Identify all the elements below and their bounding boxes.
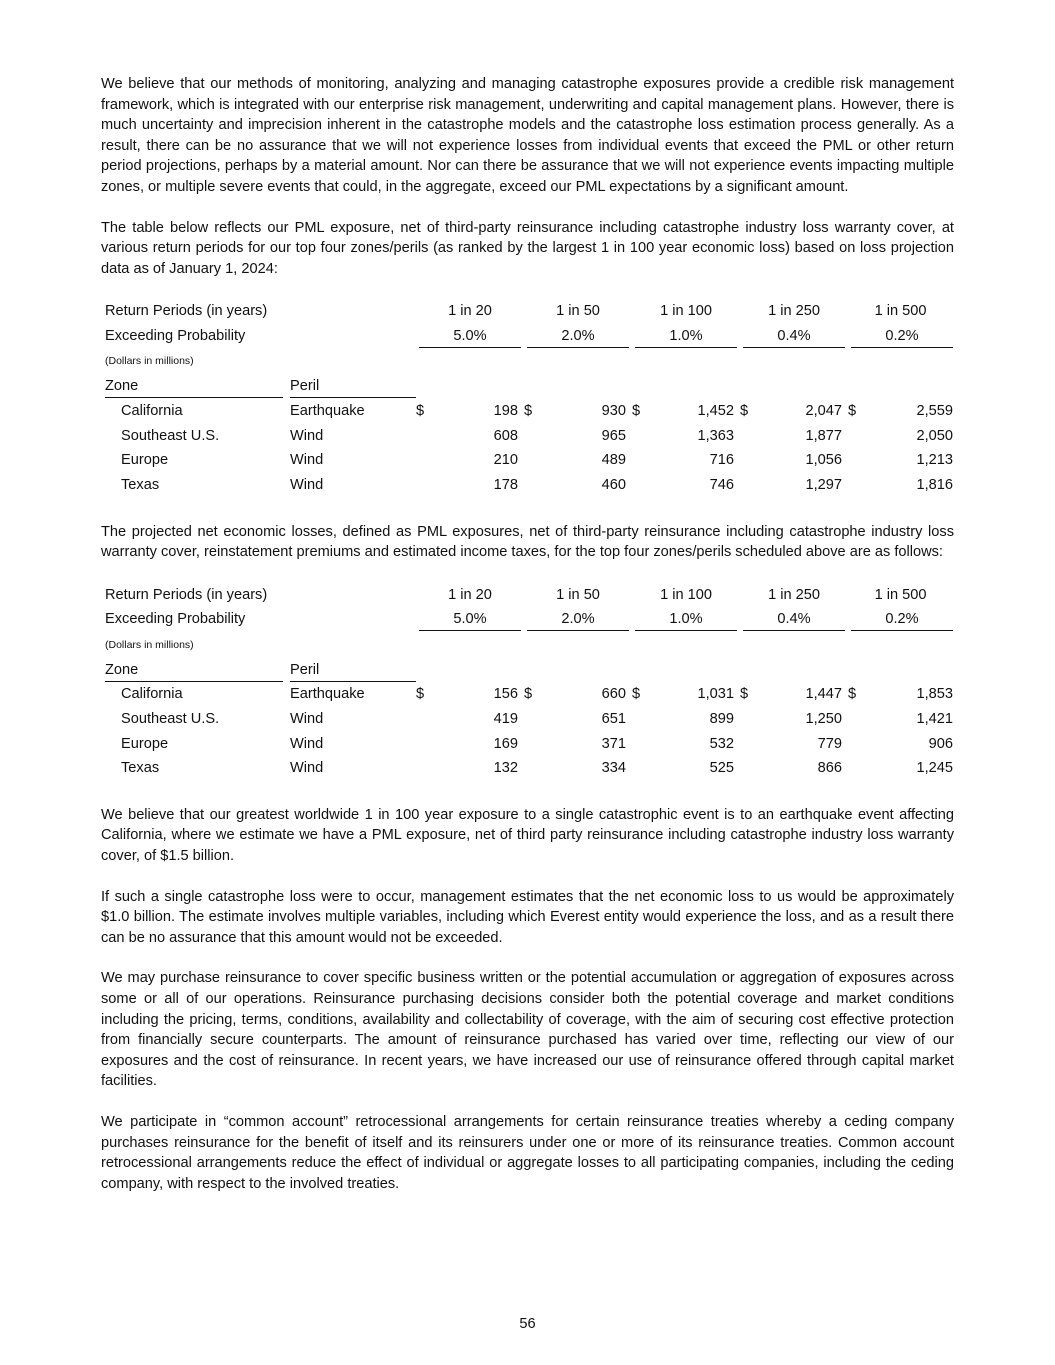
probability-header (632, 324, 740, 349)
table-row (103, 424, 953, 449)
peril-header-text: Peril (290, 659, 416, 682)
value-cell: 2,050 (916, 427, 954, 444)
net-economic-loss-table (103, 583, 953, 781)
dollar-spacer (416, 448, 438, 473)
table-row (103, 732, 953, 757)
value-cell: 2,047 (805, 403, 843, 420)
document-page (101, 74, 954, 1214)
probability-header-text: 0.2% (851, 608, 953, 631)
dollar-sign: $ (740, 686, 749, 703)
dollar-spacer (848, 448, 870, 473)
header-row-probability (103, 324, 953, 349)
value-cell: 460 (601, 476, 627, 493)
header-spacer (416, 375, 953, 400)
probability-header (848, 607, 953, 632)
units-label: (Dollars in millions) (105, 638, 194, 651)
value-cell: 1,816 (916, 476, 954, 493)
pml-exposure-table (103, 299, 953, 497)
probability-header-text: 0.4% (743, 325, 845, 348)
value-cell: 906 (928, 735, 954, 752)
peril-header (290, 658, 416, 683)
peril-cell: Wind (290, 711, 324, 728)
dollar-spacer (740, 756, 762, 781)
dollar-spacer (848, 473, 870, 498)
value-cell: 899 (709, 711, 735, 728)
value-cell: 532 (709, 735, 735, 752)
value-cell: 489 (601, 452, 627, 469)
value-cell: 371 (601, 735, 627, 752)
paragraph-common-account: We participate in “common account” retrocessional arrangements for certain reinsurance treaties whereby a ceding company purchases reinsurance for the benefit of itself and its reinsurers under one or more of its reinsurance treaties. Common account retrocessional arrangements reduce the effect of individual or aggregate losses to all participating companies, including the ceding company, with respect to the involved treaties. (101, 1113, 954, 1192)
dollar-sign: $ (524, 686, 533, 703)
period-header: 1 in 50 (556, 586, 600, 603)
value-cell: 965 (601, 427, 627, 444)
paragraph-reinsurance-purchase: We may purchase reinsurance to cover specific business written or the potential accumulation or aggregation of exposures across some or all of our operations. Reinsurance purchasing decisions consider both the potential coverage and market conditions including the pricing, terms, conditions, availability and collectability of coverage, with the aim of securing cost effective protection from financially secure counterparts. The amount of reinsurance purchased has varied over time, reflecting our view of our exposures and the cost of reinsurance. In recent years, we have increased our use of reinsurance offered through capital market facilities. (101, 970, 954, 1090)
value-cell: 1,213 (916, 452, 954, 469)
probability-header-text: 2.0% (527, 608, 629, 631)
probability-header (524, 607, 632, 632)
zone-header (103, 658, 290, 683)
peril-cell: Wind (290, 452, 324, 469)
dollar-spacer (848, 707, 870, 732)
value-cell: 178 (493, 476, 519, 493)
header-row-return-periods (103, 299, 953, 324)
header-row-zone-peril (103, 375, 953, 400)
value-cell: 651 (601, 711, 627, 728)
value-cell: 1,452 (697, 403, 735, 420)
dollar-sign: $ (848, 686, 857, 703)
zone-cell: California (121, 686, 183, 703)
value-cell: 419 (493, 711, 519, 728)
dollar-spacer (524, 707, 546, 732)
dollar-spacer (524, 732, 546, 757)
value-cell: 1,447 (805, 686, 843, 703)
zone-header-text: Zone (105, 659, 283, 682)
value-cell: 1,056 (805, 452, 843, 469)
zone-cell: Southeast U.S. (121, 427, 220, 444)
value-cell: 2,559 (916, 403, 954, 420)
value-cell: 156 (493, 686, 519, 703)
dollar-spacer (740, 707, 762, 732)
paragraph-net-economic-loss: If such a single catastrophe loss were to occur, management estimates that the net economic loss to us would be approximately $1.0 billion. The estimate involves multiple variables, including which Everest entity would experience the loss, and as a result there can be no assurance that this amount would not be exceeded. (101, 888, 954, 946)
dollar-spacer (632, 756, 654, 781)
probability-header-text: 1.0% (635, 608, 737, 631)
dollar-spacer (740, 424, 762, 449)
dollar-spacer (848, 756, 870, 781)
value-cell: 1,363 (697, 427, 735, 444)
table-row (103, 399, 953, 424)
value-cell: 1,877 (805, 427, 843, 444)
table-row (103, 682, 953, 707)
dollar-spacer (632, 473, 654, 498)
dollar-spacer (524, 756, 546, 781)
probability-header (632, 607, 740, 632)
paragraph-net-loss-intro: The projected net economic losses, defined as PML exposures, net of third-party reinsurance including catastrophe industry loss warranty cover, reinstatement premiums and estimated income taxes, for the top four zones/perils scheduled above are as follows: (101, 523, 954, 561)
peril-cell: Wind (290, 476, 324, 493)
return-periods-label: Return Periods (in years) (105, 303, 268, 320)
period-header: 1 in 500 (874, 303, 927, 320)
peril-cell: Earthquake (290, 686, 365, 703)
return-periods-label: Return Periods (in years) (105, 586, 268, 603)
probability-header-text: 2.0% (527, 325, 629, 348)
dollar-sign: $ (740, 403, 749, 420)
period-header: 1 in 500 (874, 586, 927, 603)
period-header: 1 in 250 (768, 586, 820, 603)
value-cell: 1,297 (805, 476, 843, 493)
header-row-return-periods (103, 583, 953, 608)
dollar-spacer (848, 732, 870, 757)
period-header: 1 in 250 (768, 303, 820, 320)
value-cell: 930 (601, 403, 627, 420)
units-label: (Dollars in millions) (105, 355, 194, 368)
paragraph-risk-framework: We believe that our methods of monitoring, analyzing and managing catastrophe exposures provide a credible risk management framework, which is integrated with our enterprise risk management, underwriting and capital management plans. However, there is much uncertainty and imprecision inherent in the catastrophe models and the catastrophe loss estimation process generally. As a result, there can be no assurance that we will not experience losses from individual events that exceed the PML or other return period projections, perhaps by a material amount. Nor can there be assurance that we will not experience events impacting multiple zones, or multiple severe events that could, in the aggregate, exceed our PML expectations by a significant amount. (101, 76, 954, 195)
peril-cell: Wind (290, 760, 324, 777)
dollar-spacer (524, 473, 546, 498)
table-row (103, 473, 953, 498)
dollar-sign: $ (848, 403, 857, 420)
probability-header (740, 607, 848, 632)
exceeding-probability-label: Exceeding Probability (105, 611, 246, 628)
value-cell: 525 (709, 760, 735, 777)
header-spacer (416, 658, 953, 683)
zone-header-text: Zone (105, 375, 283, 398)
table-row (103, 707, 953, 732)
dollar-spacer (740, 732, 762, 757)
zone-header (103, 375, 290, 400)
value-cell: 132 (493, 760, 519, 777)
dollar-spacer (740, 448, 762, 473)
dollar-spacer (416, 473, 438, 498)
paragraph-california-exposure: We believe that our greatest worldwide 1 in 100 year exposure to a single catastrophic event is to an earthquake event affecting California, where we estimate we have a PML exposure, net of third party reinsurance including catastrophe industry loss warranty cover, of $1.5 billion. (101, 806, 954, 865)
value-cell: 746 (709, 476, 735, 493)
value-cell: 608 (493, 427, 519, 444)
dollar-spacer (524, 448, 546, 473)
probability-header-text: 0.4% (743, 608, 845, 631)
peril-cell: Wind (290, 427, 324, 444)
value-cell: 779 (817, 735, 843, 752)
dollar-spacer (632, 732, 654, 757)
header-row-probability (103, 607, 953, 632)
probability-header (416, 607, 524, 632)
value-cell: 198 (493, 403, 519, 420)
dollar-spacer (632, 448, 654, 473)
page-number: 56 (519, 1316, 536, 1332)
dollar-spacer (416, 732, 438, 757)
value-cell: 660 (601, 686, 627, 703)
table-row (103, 448, 953, 473)
dollar-spacer (416, 756, 438, 781)
dollar-spacer (632, 707, 654, 732)
probability-header-text: 1.0% (635, 325, 737, 348)
units-row (103, 349, 953, 375)
peril-cell: Wind (290, 735, 324, 752)
dollar-sign: $ (632, 686, 641, 703)
zone-cell: Southeast U.S. (121, 711, 220, 728)
peril-header (290, 375, 416, 400)
dollar-spacer (524, 424, 546, 449)
dollar-sign: $ (632, 403, 641, 420)
units-row (103, 632, 953, 658)
value-cell: 866 (817, 760, 843, 777)
dollar-spacer (416, 707, 438, 732)
value-cell: 334 (601, 760, 627, 777)
probability-header (524, 324, 632, 349)
dollar-spacer (848, 424, 870, 449)
zone-cell: Europe (121, 735, 169, 752)
period-header: 1 in 20 (448, 303, 492, 320)
value-cell: 169 (493, 735, 519, 752)
zone-cell: Texas (121, 476, 160, 493)
probability-header (416, 324, 524, 349)
peril-cell: Earthquake (290, 403, 365, 420)
probability-header (740, 324, 848, 349)
dollar-spacer (632, 424, 654, 449)
probability-header (848, 324, 953, 349)
dollar-spacer (416, 424, 438, 449)
exceeding-probability-label: Exceeding Probability (105, 327, 246, 344)
value-cell: 210 (493, 452, 519, 469)
value-cell: 1,853 (916, 686, 954, 703)
value-cell: 1,245 (916, 760, 954, 777)
value-cell: 716 (709, 452, 735, 469)
period-header: 1 in 20 (448, 586, 492, 603)
table-row (103, 756, 953, 781)
dollar-spacer (740, 473, 762, 498)
dollar-sign: $ (416, 403, 425, 420)
peril-header-text: Peril (290, 375, 416, 398)
probability-header-text: 0.2% (851, 325, 953, 348)
period-header: 1 in 100 (660, 303, 712, 320)
probability-header-text: 5.0% (419, 608, 521, 631)
value-cell: 1,421 (916, 711, 954, 728)
dollar-sign: $ (524, 403, 533, 420)
header-row-zone-peril (103, 658, 953, 683)
value-cell: 1,250 (805, 711, 843, 728)
zone-cell: Europe (121, 452, 169, 469)
dollar-sign: $ (416, 686, 425, 703)
zone-cell: Texas (121, 760, 160, 777)
value-cell: 1,031 (697, 686, 735, 703)
paragraph-pml-intro: The table below reflects our PML exposure, net of third-party reinsurance including catastrophe industry loss warranty cover, at various return periods for our top four zones/perils (as ranked by the largest 1 in 100 year economic loss) based on loss projection data as of January 1, 2024: (101, 219, 954, 277)
zone-cell: California (121, 403, 183, 420)
period-header: 1 in 100 (660, 586, 712, 603)
probability-header-text: 5.0% (419, 325, 521, 348)
period-header: 1 in 50 (556, 303, 600, 320)
